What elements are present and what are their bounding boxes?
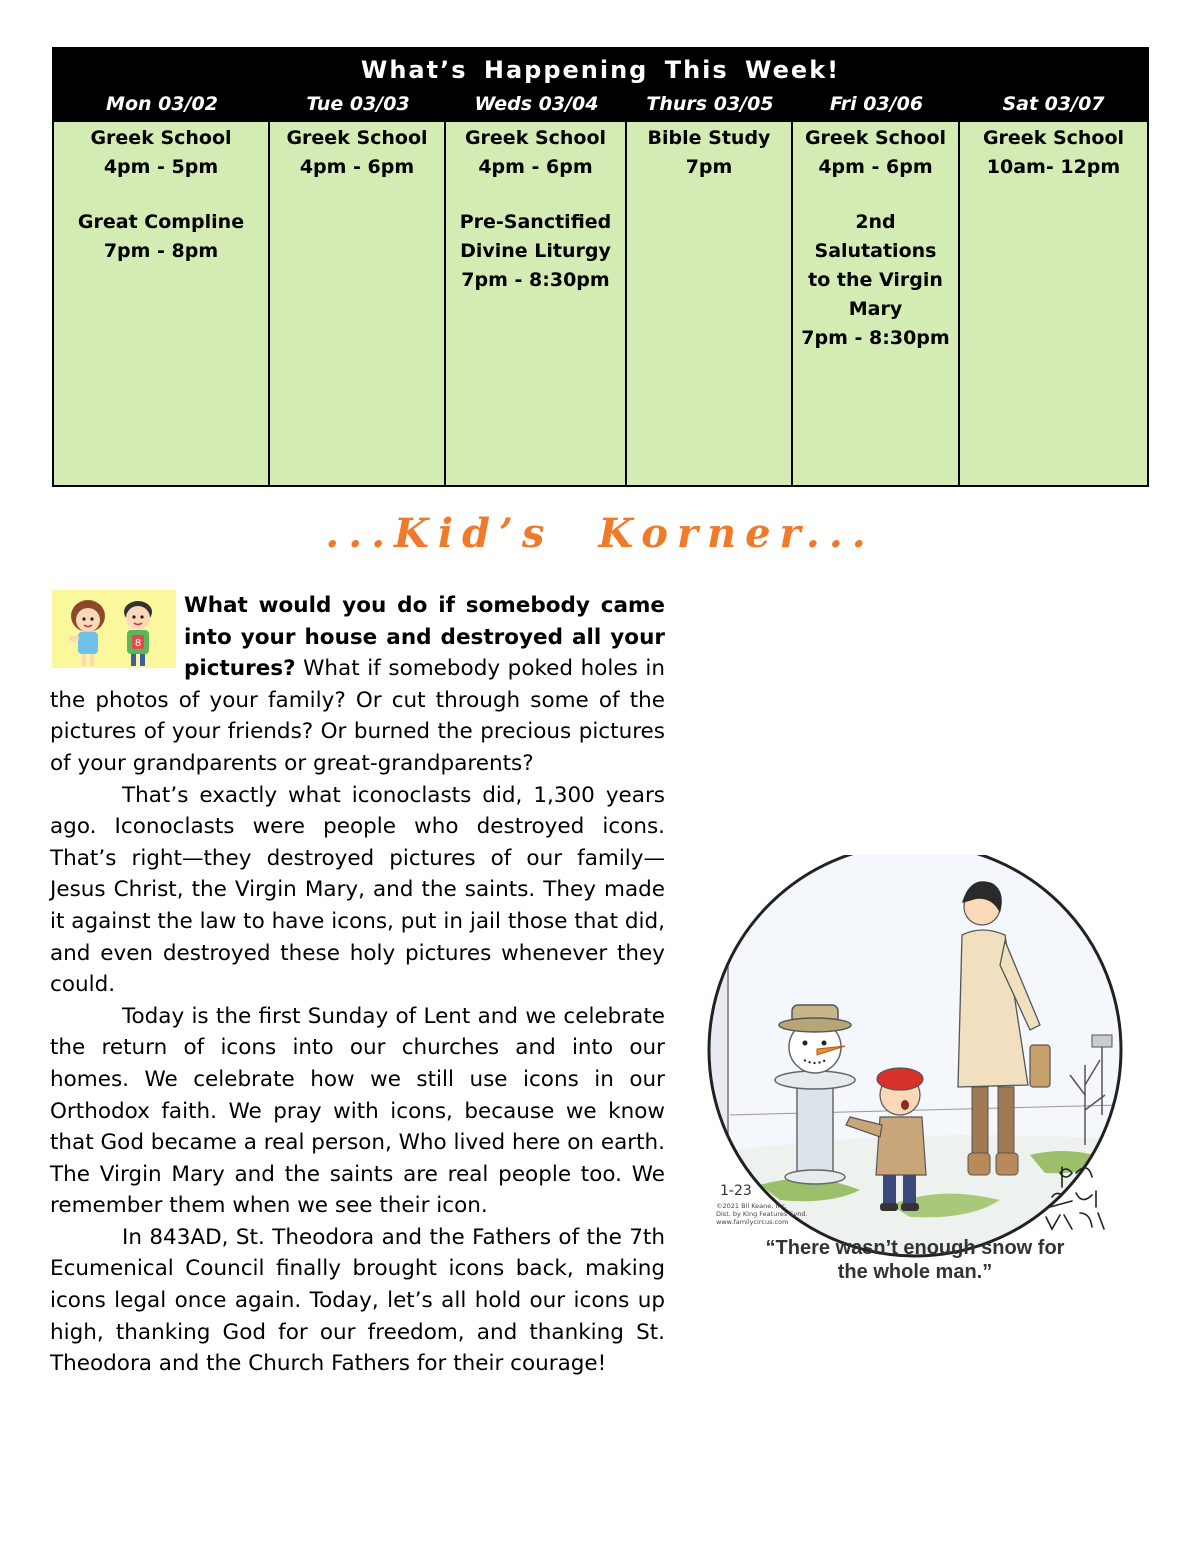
schedule-event [446, 124, 625, 182]
schedule-event [54, 208, 268, 266]
event-time: 7pm - 8:30pm [801, 327, 950, 349]
event-time: 7pm - 8:30pm [461, 269, 610, 291]
comic-caption [700, 1236, 1130, 1284]
comic-copyright: ©2021 Bil Keane, Inc. [716, 1202, 788, 1210]
schedule-event [793, 208, 958, 353]
event-text: Greek School [90, 127, 232, 149]
event-time: 4pm - 6pm [818, 156, 933, 178]
day-column-thu [627, 122, 793, 485]
day-label-sat: Sat 03/07 [1002, 93, 1105, 115]
day-label-fri: Fri 03/06 [829, 93, 924, 115]
comic-caption-line: the whole man.” [837, 1261, 993, 1283]
kids-korner-article [50, 590, 665, 1380]
event-text: to the Virgin [808, 269, 943, 291]
event-text: Mary [848, 298, 903, 320]
event-time: 4pm - 6pm [299, 156, 415, 178]
event-text: 2nd Salutations [814, 211, 937, 262]
weekly-schedule [52, 47, 1149, 487]
day-label-wed: Weds 03/04 [474, 93, 599, 115]
event-text: Great Compline [77, 211, 245, 233]
day-column-wed [446, 122, 627, 485]
schedule-event [960, 124, 1147, 182]
svg-text:8: 8 [134, 638, 142, 649]
comic-distributor: Dist. by King Features Synd. [716, 1210, 808, 1218]
schedule-event [793, 124, 958, 182]
schedule-event [54, 124, 268, 182]
day-label-tue: Tue 03/03 [306, 93, 410, 115]
family-circus-comic [700, 855, 1130, 1285]
schedule-title: What’s Happening This Week! [360, 56, 841, 84]
event-text: Pre-Sanctified [459, 211, 612, 233]
comic-date: 1-23 [720, 1183, 752, 1199]
schedule-header [54, 49, 1147, 122]
event-text: Greek School [286, 127, 428, 149]
event-text: Greek School [804, 127, 947, 149]
event-text: Divine Liturgy [460, 240, 611, 262]
event-time: 7pm [685, 156, 733, 178]
article-paragraph: Today is the first Sunday of Lent and we celebrate the return of icons into our churches and into our homes. We celebrate how we still use icons in our Orthodox faith. We pray with icons, because we know that God became a real person, Who lived here on earth. The Virgin Mary and the saints are real people too. We remember them when we see their icon. [50, 1003, 665, 1219]
event-time: 4pm - 5pm [103, 156, 219, 178]
day-label-thu: Thurs 03/05 [646, 93, 774, 115]
event-text: Greek School [982, 127, 1125, 149]
kids-clipart-icon [52, 590, 176, 668]
day-column-tue [270, 122, 446, 485]
event-text: Bible Study [647, 127, 771, 149]
event-time: 4pm - 6pm [478, 156, 593, 178]
schedule-event [446, 208, 625, 295]
comic-caption-line: “There wasn’t enough snow for [765, 1237, 1065, 1259]
day-column-fri [793, 122, 960, 485]
event-text: Greek School [464, 127, 607, 149]
article-lead-question: What would you do if somebody came into your house and destroyed all your pictures? [184, 593, 665, 682]
schedule-event [270, 124, 444, 182]
schedule-event [627, 124, 791, 182]
article-paragraph: That’s exactly what iconoclasts did, 1,300 years ago. Iconoclasts were people who destroyed icons. That’s right—they destroyed pictures of our family—Jesus Christ, the Virgin Mary, and the saints. They made it against the law to have icons, put in jail those that did, and even destroyed these holy pictures whenever they could. [50, 782, 665, 998]
article-paragraph-text: What if somebody poked holes in the photos of your family? Or cut through some of the pictures of your friends? Or burned the precious pictures of your grandparents or great-grandparents? [50, 656, 666, 776]
event-time: 10am- 12pm [986, 156, 1121, 178]
article-paragraph: In 843AD, St. Theodora and the Fathers of the 7th Ecumenical Council finally brought icons back, making icons legal once again. Today, let’s all hold our icons up high, thanking God for our freedom, and thanking St. Theodora and the Church Fathers for their courage! [50, 1224, 665, 1377]
day-column-sat [960, 122, 1147, 485]
comic-website: www.familycircus.com [716, 1218, 789, 1226]
kids-korner-title: ...Kid’s Korner... [325, 510, 875, 557]
day-column-mon [54, 122, 270, 485]
event-time: 7pm - 8pm [103, 240, 219, 262]
day-label-mon: Mon 03/02 [106, 93, 218, 115]
